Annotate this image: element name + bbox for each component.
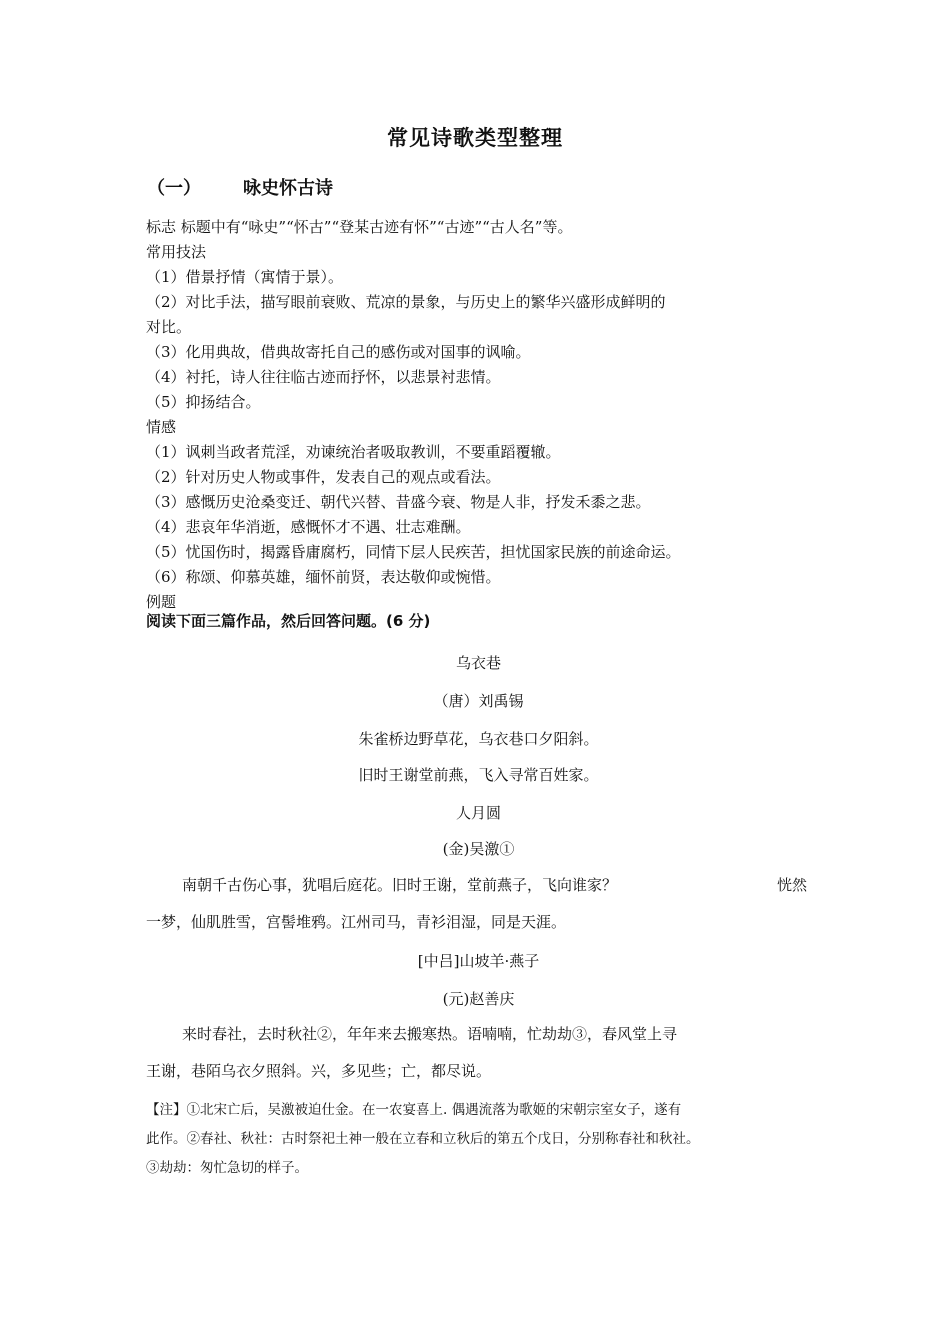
note-line: 【注】①北宋亡后，吴激被迫仕金。在一农宴喜上. 偶遇流落为歌姬的宋朝宗室女子，遂有 [146, 1102, 682, 1118]
text-line: （1）借景抒情（寓情于景）。 [146, 268, 344, 286]
text-line: 情感 [146, 418, 177, 436]
text-line: （1）讽刺当政者荒淫，劝谏统治者吸取教训，不要重蹈覆辙。 [146, 443, 561, 461]
poem2-title: 人月圆 [455, 804, 501, 822]
text-line: 标志 标题中有“咏史”“怀古”“登某古迹有怀”“古迹”“古人名”等。 [146, 218, 573, 236]
text-line: （2）针对历史人物或事件，发表自己的观点或看法。 [146, 468, 501, 486]
note-line: 此作。②春社、秋社：古时祭祀土神一般在立春和立秋后的第五个戊日，分别称春社和秋社。 [146, 1131, 700, 1147]
text-line: （6）称颂、仰慕英雄，缅怀前贤，表达敬仰或惋惜。 [146, 568, 501, 586]
poem2-line: 一梦，仙肌胜雪，宫髻堆鸦。江州司马，青衫泪湿，同是天涯。 [146, 913, 567, 931]
poem3-line: 王谢，巷陌乌衣夕照斜。兴，多见些；亡，都尽说。 [146, 1062, 492, 1080]
text-line: （4）悲哀年华消逝，感慨怀才不遇、壮志难酬。 [146, 518, 471, 536]
poem1-author: （唐）刘禹锡 [433, 692, 524, 710]
poem3-title: [中吕]山坡羊·燕子 [417, 952, 540, 970]
section-heading [147, 174, 333, 200]
section-name: 咏史怀古诗 [243, 178, 333, 199]
poem2-line-tail: 恍然 [776, 876, 807, 894]
poem3-line: 来时春社，去时秋社②，年年来去搬寒热。语喃喃，忙劫劫③，春风堂上寻 [182, 1025, 678, 1043]
text-line: 例题 [146, 593, 177, 611]
poem3-author: (元)赵善庆 [442, 990, 515, 1008]
body-text [146, 215, 811, 615]
text-line: 常用技法 [146, 243, 207, 261]
page-title: 常见诗歌类型整理 [387, 126, 563, 150]
poem1-title: 乌衣巷 [455, 654, 501, 672]
text-line: （2）对比手法，描写眼前衰败、荒凉的景象，与历史上的繁华兴盛形成鲜明的 [146, 293, 666, 311]
text-line: （4）衬托，诗人往往临古迹而抒怀，以悲景衬悲情。 [146, 368, 501, 386]
poem2-line: 南朝千古伤心事，犹唱后庭花。旧时王谢，堂前燕子，飞向谁家？ [182, 876, 618, 894]
text-line: 对比。 [146, 318, 192, 336]
text-line: （5）忧国伤时，揭露昏庸腐朽，同情下层人民疾苦，担忧国家民族的前途命运。 [146, 543, 681, 561]
poem1-line: 旧时王谢堂前燕，飞入寻常百姓家。 [358, 766, 599, 784]
poem3-body [146, 1016, 811, 1090]
question-lead: 阅读下面三篇作品，然后回答问题。(6 分) [146, 612, 431, 630]
section-number: （一） [147, 178, 201, 199]
notes [146, 1096, 811, 1183]
note-line: ③劫劫：匆忙急切的样子。 [146, 1160, 308, 1176]
poem2-author: (金)吴激① [442, 840, 515, 858]
text-line: （3）化用典故，借典故寄托自己的感伤或对国事的讽喻。 [146, 343, 531, 361]
text-line: （3）感慨历史沧桑变迁、朝代兴替、昔盛今衰、物是人非，抒发禾黍之悲。 [146, 493, 651, 511]
poem1-line: 朱雀桥边野草花，乌衣巷口夕阳斜。 [358, 730, 599, 748]
text-line: （5）抑扬结合。 [146, 393, 261, 411]
poem2-body [146, 867, 811, 941]
